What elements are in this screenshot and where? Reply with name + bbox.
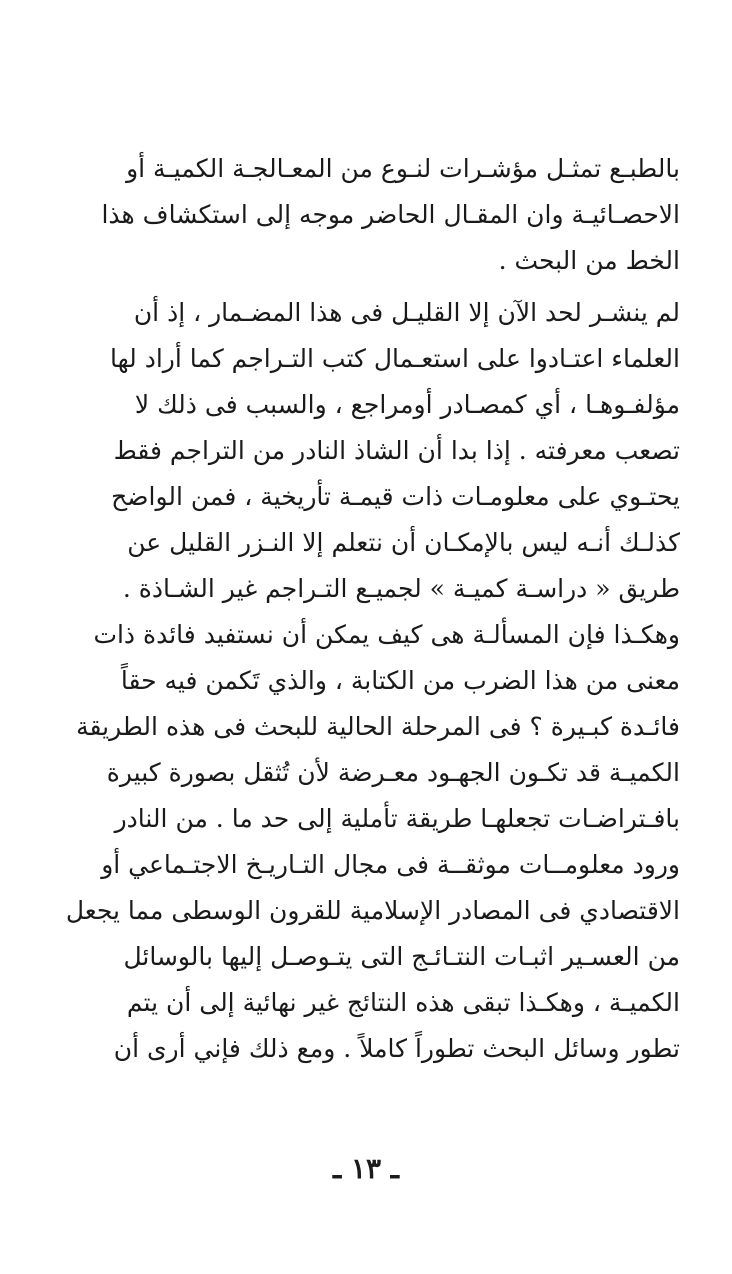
- text-line: لم ينشـر لحد الآن إلا القليـل فى هذا المضـمار ، إذ أن: [133, 298, 680, 327]
- text-line: تطور وسائل البحث تطوراً كاملاً . ومع ذلك فإني أرى أن: [113, 1034, 680, 1063]
- text-line: الاحصـائيـة وان المقـال الحاضر موجه إلى استكشاف هذا: [101, 200, 680, 229]
- page-number: ـ ١٣ ـ: [333, 1152, 399, 1185]
- text-line: العلماء اعتـادوا على استعـمال كتب التـراجم كما أراد لها: [110, 344, 680, 373]
- paragraph-1: [50, 146, 680, 284]
- text-line: معنى من هذا الضرب من الكتابة ، والذي تَكمن فيه حقاً: [120, 666, 680, 695]
- text-line: طريق « دراسـة كميـة » لجميـع التـراجم غير الشـاذة .: [122, 574, 680, 603]
- text-line: يحتـوي على معلومـات ذات قيمـة تأريخية ، فمن الواضح: [111, 482, 680, 511]
- text-line: تصعب معرفته . إذا بدا أن الشاذ النادر من التراجم فقط: [113, 436, 680, 465]
- text-line: من العسـير اثبـات النتـائـج التى يتـوصـل إليها بالوسائل: [123, 942, 680, 971]
- text-line: الكميـة قد تكـون الجهـود معـرضة لأن تُثقل بصورة كبيرة: [106, 758, 680, 787]
- text-line: بالطبـع تمثـل مؤشـرات لنـوع من المعـالجـة الكميـة أو: [126, 154, 680, 183]
- text-line: ورود معلومــات موثقــة فى مجال التـاريـخ الاجتـماعي أو: [101, 850, 680, 879]
- text-line: مؤلفـوهـا ، أي كمصـادر أومراجع ، والسبب فى ذلك لا: [134, 390, 680, 419]
- text-line: الخط من البحث .: [498, 246, 680, 275]
- text-line: فائـدة كبـيرة ؟ فى المرحلة الحالية للبحث فى هذه الطريقة: [76, 712, 680, 741]
- text-line: الكميـة ، وهكـذا تبقى هذه النتائج غير نهائية إلى أن يتم: [126, 988, 680, 1017]
- paragraph-2: [50, 290, 680, 1072]
- text-line: بافـتراضـات تجعلهـا طريقة تأملية إلى حد ما . من النادر: [114, 804, 680, 833]
- text-line: الاقتصادي فى المصادر الإسلامية للقرون الوسطى مما يجعل: [65, 896, 680, 925]
- text-line: وهكـذا فإن المسألـة هى كيف يمكن أن نستفيد فائدة ذات: [93, 620, 680, 649]
- text-line: كذلـك أنـه ليس بالإمكـان أن نتعلم إلا النـزر القليل عن: [127, 528, 680, 557]
